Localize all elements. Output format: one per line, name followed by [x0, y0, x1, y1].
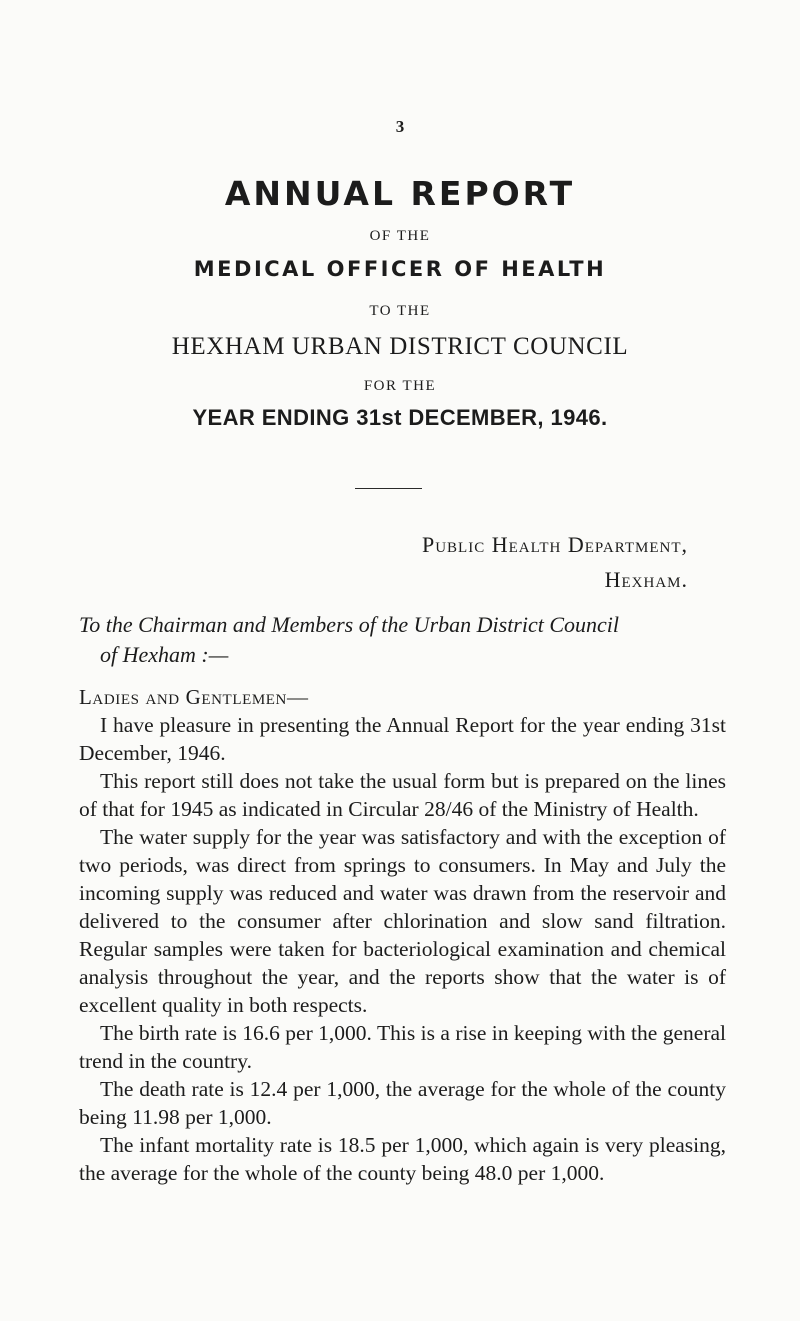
report-title: ANNUAL REPORT — [224, 174, 576, 213]
of-the-line: OF THE — [369, 228, 431, 244]
for-the-line: FOR THE — [363, 378, 437, 394]
council-name: HEXHAM URBAN DISTRICT COUNCIL — [171, 333, 629, 360]
salutation: Ladies and Gentlemen— — [79, 685, 309, 709]
paragraph-intro: I have pleasure in presenting the Annual Report for the year ending 31st December, 1946. — [79, 713, 726, 765]
address-block — [79, 610, 729, 670]
paragraph-death-rate: The death rate is 12.4 per 1,000, the average for the whole of the county being 11.98 per 1,000. — [79, 1077, 726, 1129]
paragraph-infant-mortality: The infant mortality rate is 18.5 per 1,000, which again is very pleasing, the average for the whole of the county being 48.0 per 1,000. — [79, 1133, 726, 1185]
paragraph-birth-rate: The birth rate is 16.6 per 1,000. This is a rise in keeping with the general trend in the country. — [79, 1021, 726, 1073]
section-divider — [355, 488, 422, 489]
paragraph-report-form: This report still does not take the usual form but is prepared on the lines of that for 1945 as indicated in Circular 28/46 of the Ministry of Health. — [79, 769, 726, 821]
address-line-2: of Hexham :— — [100, 642, 229, 667]
department-town: Hexham. — [604, 567, 688, 592]
report-year: YEAR ENDING 31st DECEMBER, 1946. — [192, 405, 608, 430]
page-number: 3 — [395, 117, 405, 136]
to-the-line: TO THE — [369, 303, 431, 319]
letter-body — [79, 711, 726, 1187]
address-line-1: To the Chairman and Members of the Urban District Council — [79, 612, 620, 637]
officer-title: MEDICAL OFFICER OF HEALTH — [193, 257, 607, 281]
department-name: Public Health Department, — [421, 532, 688, 557]
paragraph-water-supply: The water supply for the year was satisfactory and with the exception of two periods, was direct from springs to consumers. In May and July the incoming supply was reduced and water was drawn from the reservoir and delivered to the consumer after chlorination and slow sand filtration. Regular samples were taken for bacteriological examination and chemical analysis throughout the year, and the reports show that the water is of excellent quality in both respects. — [79, 825, 726, 1017]
